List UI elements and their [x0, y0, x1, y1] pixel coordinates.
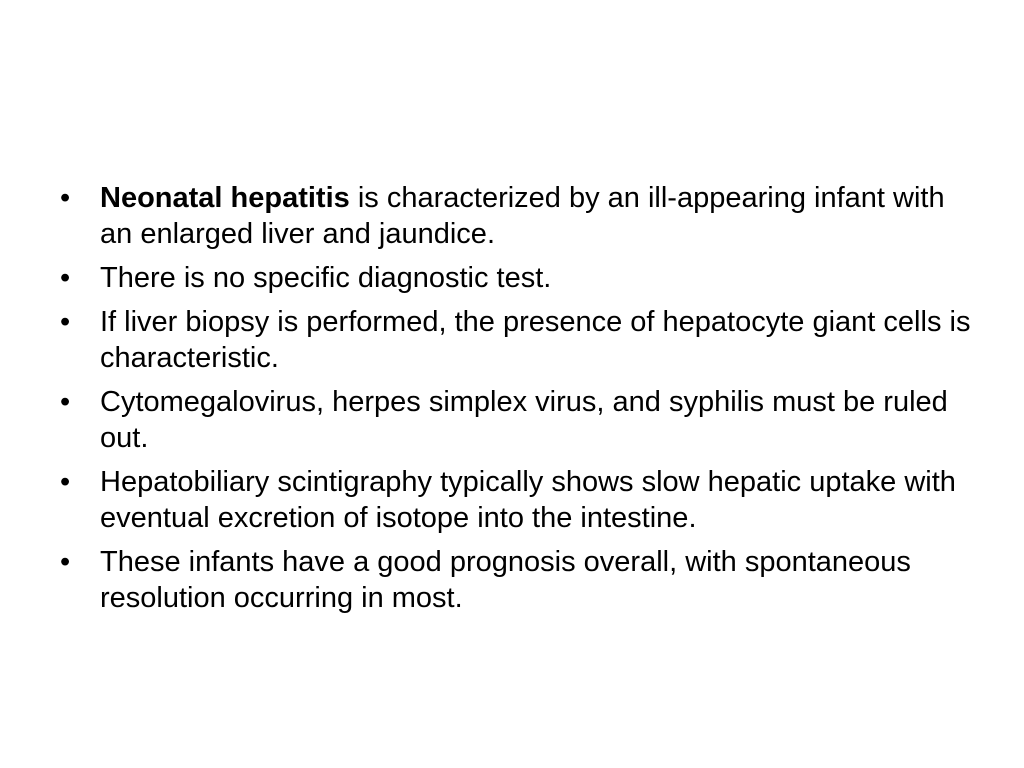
- bullet-list: [60, 180, 980, 624]
- bullet-icon: •: [60, 262, 71, 294]
- bullet-item-3: [60, 304, 980, 376]
- bullet-icon: •: [60, 466, 71, 498]
- bullet-text: If liver biopsy is performed, the presence of hepatocyte giant cells is characteristic.: [100, 306, 971, 374]
- bullet-item-4: [60, 384, 980, 456]
- bullet-text: is characterized by an ill-appearing infant with an enlarged liver and jaundice.: [100, 182, 945, 250]
- bullet-item-6: [60, 544, 980, 616]
- bullet-icon: •: [60, 182, 71, 214]
- bullet-bold-term: Neonatal hepatitis: [100, 182, 350, 214]
- bullet-text: Hepatobiliary scintigraphy typically shows slow hepatic uptake with eventual excretion of isotope into the intestine.: [100, 466, 956, 534]
- bullet-item-2: [60, 260, 980, 296]
- bullet-icon: •: [60, 386, 71, 418]
- bullet-text: Cytomegalovirus, herpes simplex virus, and syphilis must be ruled out.: [100, 386, 948, 454]
- bullet-icon: •: [60, 306, 71, 338]
- bullet-item-1: [60, 180, 980, 252]
- bullet-item-5: [60, 464, 980, 536]
- bullet-text: These infants have a good prognosis overall, with spontaneous resolution occurring in most.: [100, 546, 911, 614]
- bullet-text: There is no specific diagnostic test.: [100, 262, 552, 294]
- bullet-icon: •: [60, 546, 71, 578]
